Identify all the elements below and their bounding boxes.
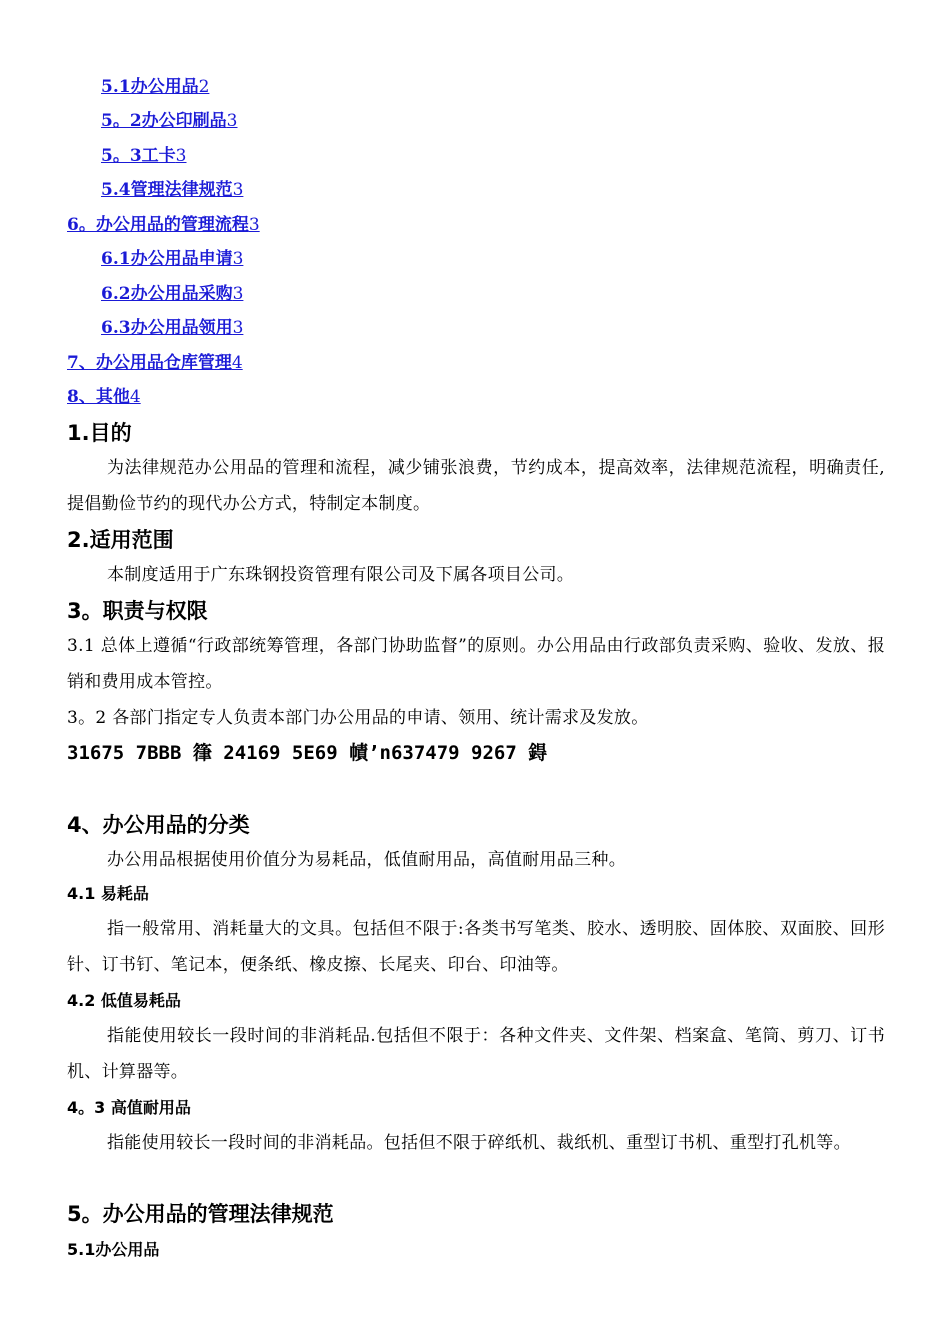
- section-heading-purpose: 1.目的: [67, 421, 132, 445]
- toc-link[interactable]: 6。办公用品的管理流程: [67, 215, 249, 235]
- toc-page-number[interactable]: 3: [175, 146, 187, 166]
- toc-entry[interactable]: [67, 210, 260, 240]
- toc-page-number[interactable]: 3: [232, 318, 244, 338]
- toc-link[interactable]: 6.2办公用品采购: [101, 284, 233, 304]
- toc-page-number[interactable]: 3: [232, 249, 244, 269]
- toc-entry[interactable]: [101, 279, 243, 309]
- toc-entry[interactable]: [67, 348, 243, 378]
- toc-entry[interactable]: [101, 106, 238, 136]
- section-heading-responsibilities: 3。职责与权限: [67, 599, 208, 623]
- toc-page-number[interactable]: 3: [248, 215, 260, 235]
- toc-link[interactable]: 5。3工卡: [101, 146, 176, 166]
- toc-link[interactable]: 5.1办公用品: [101, 77, 199, 97]
- responsibilities-paragraph-1: 3.1 总体上遵循“行政部统筹管理，各部门协助监督”的原则。办公用品由行政部负责采购、验收、发放、报销和费用成本管控。: [67, 636, 885, 692]
- toc-link[interactable]: 5.4管理法律规范: [101, 180, 233, 200]
- toc-page-number[interactable]: 3: [232, 284, 244, 304]
- toc-entry[interactable]: [101, 244, 243, 274]
- garbled-text-line: 31675 7BBB 箻 24169 5E69 幘’n637479 9267 鍀: [67, 742, 548, 764]
- section-heading-scope: 2.适用范围: [67, 528, 174, 552]
- subsection-body-low-value: 指能使用较长一段时间的非消耗品.包括但不限于：各种文件夹、文件架、档案盒、笔筒、剪刀、订书机、计算器等。: [67, 1026, 885, 1082]
- section-body-scope: 本制度适用于广东珠钢投资管理有限公司及下属各项目公司。: [107, 565, 575, 585]
- toc-entry[interactable]: [101, 141, 187, 171]
- toc-entry[interactable]: [101, 175, 243, 205]
- subsection-heading-low-value: 4.2 低值易耗品: [67, 991, 181, 1010]
- toc-page-number[interactable]: 4: [231, 353, 243, 373]
- section-body-purpose: 为法律规范办公用品的管理和流程，减少铺张浪费，节约成本，提高效率，法律规范流程，明确责任,提倡勤俭节约的现代办公方式，特制定本制度。: [67, 458, 885, 514]
- toc-link[interactable]: 8、其他: [67, 387, 130, 407]
- section-body-classification: 办公用品根据使用价值分为易耗品，低值耐用品，高值耐用品三种。: [107, 850, 626, 870]
- subsection-body-high-value: 指能使用较长一段时间的非消耗品。包括但不限于碎纸机、裁纸机、重型订书机、重型打孔机等。: [107, 1133, 851, 1153]
- subsection-body-consumables: 指一般常用、消耗量大的文具。包括但不限于:各类书写笔类、胶水、透明胶、固体胶、双面胶、回形针、订书钉、笔记本，便条纸、橡皮擦、长尾夹、印台、印油等。: [67, 919, 885, 975]
- toc-page-number[interactable]: 3: [232, 180, 244, 200]
- toc-link[interactable]: 5。2办公印刷品: [101, 111, 227, 131]
- toc-page-number[interactable]: 4: [129, 387, 141, 407]
- responsibilities-paragraph-2: 3。2 各部门指定专人负责本部门办公用品的申请、领用、统计需求及发放。: [67, 708, 649, 728]
- toc-entry[interactable]: [101, 313, 243, 343]
- toc-link[interactable]: 7、办公用品仓库管理: [67, 353, 232, 373]
- section-heading-classification: 4、办公用品的分类: [67, 813, 250, 837]
- subsection-heading-consumables: 4.1 易耗品: [67, 884, 149, 903]
- subsection-heading-office-supplies: 5.1办公用品: [67, 1240, 160, 1259]
- section-heading-management-rules: 5。办公用品的管理法律规范: [67, 1202, 334, 1226]
- toc-page-number[interactable]: 2: [198, 77, 210, 97]
- toc-entry[interactable]: [101, 72, 209, 102]
- subsection-heading-high-value: 4。3 高值耐用品: [67, 1098, 191, 1117]
- toc-link[interactable]: 6.3办公用品领用: [101, 318, 233, 338]
- toc-page-number[interactable]: 3: [226, 111, 238, 131]
- toc-entry[interactable]: [67, 382, 141, 412]
- toc-link[interactable]: 6.1办公用品申请: [101, 249, 233, 269]
